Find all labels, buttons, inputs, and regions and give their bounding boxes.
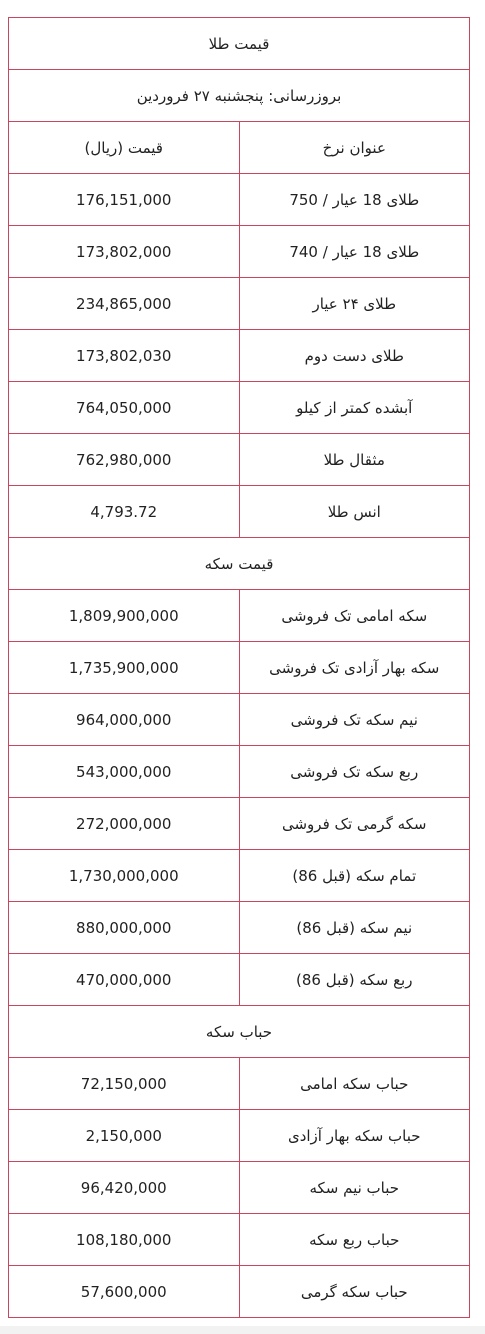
- table-row: [9, 1214, 470, 1266]
- table-row: [9, 1266, 470, 1318]
- rate-price: 964,000,000: [9, 694, 240, 746]
- table-row: [9, 174, 470, 226]
- rate-name: ربع سکه (قبل 86): [239, 954, 470, 1006]
- column-header-price: قیمت (ریال): [9, 122, 240, 174]
- table-row: [9, 590, 470, 642]
- rate-name: حباب ربع سکه: [239, 1214, 470, 1266]
- rate-price: 72,150,000: [9, 1058, 240, 1110]
- rate-price: 176,151,000: [9, 174, 240, 226]
- update-date: بروزرسانی: پنجشنبه ۲۷ فروردین: [9, 70, 470, 122]
- rate-name: نیم سکه تک فروشی: [239, 694, 470, 746]
- rate-price: 1,730,000,000: [9, 850, 240, 902]
- table-row: [9, 954, 470, 1006]
- table-row: [9, 798, 470, 850]
- rate-price: 543,000,000: [9, 746, 240, 798]
- table-row: [9, 1110, 470, 1162]
- bubble-section-title: حباب سکه: [9, 1006, 470, 1058]
- rate-name: انس طلا: [239, 486, 470, 538]
- rate-name: طلای ۲۴ عیار: [239, 278, 470, 330]
- table-row: [9, 1058, 470, 1110]
- table-row: [9, 278, 470, 330]
- rate-name: طلای 18 عیار / 750: [239, 174, 470, 226]
- column-header-row: [9, 122, 470, 174]
- rate-price: 880,000,000: [9, 902, 240, 954]
- rate-name: سکه امامی تک فروشی: [239, 590, 470, 642]
- rate-name: سکه گرمی تک فروشی: [239, 798, 470, 850]
- table-row: [9, 746, 470, 798]
- rate-price: 234,865,000: [9, 278, 240, 330]
- rate-name: حباب سکه امامی: [239, 1058, 470, 1110]
- coin-section-title: قیمت سکه: [9, 538, 470, 590]
- section-title-row: [9, 538, 470, 590]
- rate-name: حباب نیم سکه: [239, 1162, 470, 1214]
- table-row: [9, 434, 470, 486]
- table-row: [9, 642, 470, 694]
- rate-price: 96,420,000: [9, 1162, 240, 1214]
- rate-price: 173,802,000: [9, 226, 240, 278]
- rate-price: 57,600,000: [9, 1266, 240, 1318]
- page-bottom-strip: [0, 1326, 485, 1334]
- rate-price: 173,802,030: [9, 330, 240, 382]
- table-row: [9, 486, 470, 538]
- rate-name: حباب سکه گرمی: [239, 1266, 470, 1318]
- rate-price: 1,809,900,000: [9, 590, 240, 642]
- table-row: [9, 694, 470, 746]
- rate-price: 1,735,900,000: [9, 642, 240, 694]
- rate-price: 108,180,000: [9, 1214, 240, 1266]
- rate-name: آبشده کمتر از کیلو: [239, 382, 470, 434]
- update-row: [9, 70, 470, 122]
- rate-price: 2,150,000: [9, 1110, 240, 1162]
- rate-name: ربع سکه تک فروشی: [239, 746, 470, 798]
- rate-name: حباب سکه بهار آزادی: [239, 1110, 470, 1162]
- table-row: [9, 850, 470, 902]
- table-row: [9, 902, 470, 954]
- table-row: [9, 226, 470, 278]
- table-title: قیمت طلا: [9, 18, 470, 70]
- section-title-row: [9, 1006, 470, 1058]
- column-header-name: عنوان نرخ: [239, 122, 470, 174]
- rate-name: نیم سکه (قبل 86): [239, 902, 470, 954]
- rate-price: 272,000,000: [9, 798, 240, 850]
- rate-name: تمام سکه (قبل 86): [239, 850, 470, 902]
- table-title-row: [9, 18, 470, 70]
- table-row: [9, 330, 470, 382]
- rate-price: 762,980,000: [9, 434, 240, 486]
- rate-price: 470,000,000: [9, 954, 240, 1006]
- rate-name: طلای دست دوم: [239, 330, 470, 382]
- rate-name: سکه بهار آزادی تک فروشی: [239, 642, 470, 694]
- rate-price: 4,793.72: [9, 486, 240, 538]
- table-row: [9, 1162, 470, 1214]
- table-row: [9, 382, 470, 434]
- rate-name: مثقال طلا: [239, 434, 470, 486]
- rate-name: طلای 18 عیار / 740: [239, 226, 470, 278]
- gold-price-table: [8, 17, 470, 1318]
- rate-price: 764,050,000: [9, 382, 240, 434]
